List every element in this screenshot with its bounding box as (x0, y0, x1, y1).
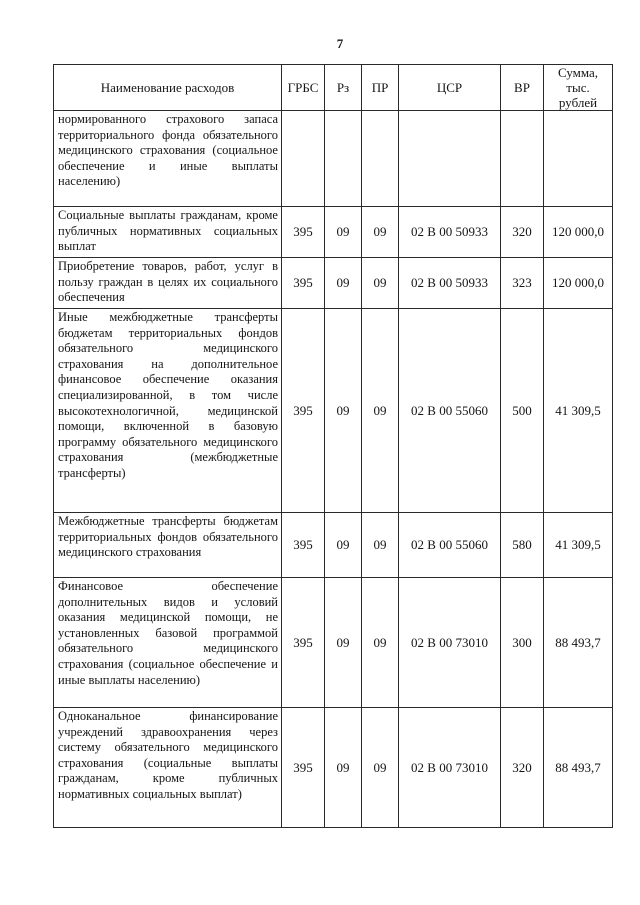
row-pr: 09 (362, 708, 399, 828)
row-vr: 323 (501, 258, 544, 309)
page-number: 7 (336, 36, 344, 51)
row-name: Социальные выплаты гражданам, кроме публичных нормативных социальных выплат (54, 207, 282, 258)
row-name: Приобретение товаров, работ, услуг в пользу граждан в целях их социального обеспечения (54, 258, 282, 309)
row-sum: 120 000,0 (544, 258, 613, 309)
table-row (54, 513, 613, 578)
row-sum: 120 000,0 (544, 207, 613, 258)
row-grbs: 395 (282, 708, 325, 828)
row-vr: 300 (501, 578, 544, 708)
table-header-row (54, 65, 613, 111)
row-csr: 02 В 00 55060 (399, 513, 501, 578)
row-vr (501, 111, 544, 207)
row-csr: 02 В 00 50933 (399, 207, 501, 258)
header-pr: ПР (362, 65, 399, 111)
row-name: Иные межбюджетные трансферты бюджетам территориальных фондов обязательного медицинского страхования на дополнительное финансовое обеспечение оказания специализированной, в том числе высокотехнологичной, медицинской помощи, включенной в базовую программу обязательного медицинского страхования (межбюджетные трансферты) (54, 309, 282, 513)
row-csr (399, 111, 501, 207)
row-csr: 02 В 00 73010 (399, 708, 501, 828)
row-rz: 09 (325, 258, 362, 309)
row-sum: 41 309,5 (544, 513, 613, 578)
row-pr: 09 (362, 578, 399, 708)
row-grbs: 395 (282, 258, 325, 309)
row-grbs: 395 (282, 578, 325, 708)
row-name: Межбюджетные трансферты бюджетам территориальных фондов обязательного медицинского страхования (54, 513, 282, 578)
header-sum-line1: Сумма, (557, 65, 599, 80)
row-pr: 09 (362, 258, 399, 309)
row-vr: 580 (501, 513, 544, 578)
row-pr (362, 111, 399, 207)
row-rz: 09 (325, 207, 362, 258)
row-grbs: 395 (282, 309, 325, 513)
row-pr: 09 (362, 309, 399, 513)
table-row (54, 708, 613, 828)
row-csr: 02 В 00 73010 (399, 578, 501, 708)
budget-table (53, 64, 613, 828)
row-csr: 02 В 00 55060 (399, 309, 501, 513)
table-row (54, 111, 613, 207)
row-csr: 02 В 00 50933 (399, 258, 501, 309)
row-vr: 500 (501, 309, 544, 513)
row-pr: 09 (362, 207, 399, 258)
header-rz: Рз (325, 65, 362, 111)
header-vr: ВР (501, 65, 544, 111)
header-csr: ЦСР (399, 65, 501, 111)
row-grbs (282, 111, 325, 207)
header-sum (544, 65, 613, 111)
row-grbs: 395 (282, 513, 325, 578)
row-rz: 09 (325, 309, 362, 513)
table-row (54, 207, 613, 258)
row-rz: 09 (325, 708, 362, 828)
row-sum: 88 493,7 (544, 578, 613, 708)
row-pr: 09 (362, 513, 399, 578)
table-row (54, 309, 613, 513)
row-sum: 41 309,5 (544, 309, 613, 513)
header-sum-line2: тыс. рублей (558, 80, 598, 110)
row-name: нормированного страхового запаса территориального фонда обязательного медицинского страхования (социальное обеспечение и иные выплаты населению) (54, 111, 282, 207)
row-vr: 320 (501, 708, 544, 828)
row-rz (325, 111, 362, 207)
table-row (54, 258, 613, 309)
row-grbs: 395 (282, 207, 325, 258)
row-sum (544, 111, 613, 207)
row-rz: 09 (325, 578, 362, 708)
row-vr: 320 (501, 207, 544, 258)
row-sum: 88 493,7 (544, 708, 613, 828)
row-rz: 09 (325, 513, 362, 578)
row-name: Финансовое обеспечение дополнительных видов и условий оказания медицинской помощи, не установленных базовой программой обязательного медицинского страхования (социальное обеспечение и иные выплаты населению) (54, 578, 282, 708)
header-name: Наименование расходов (54, 65, 282, 111)
header-grbs: ГРБС (282, 65, 325, 111)
row-name: Одноканальное финансирование учреждений здравоохранения через систему обязательного медицинского страхования (социальные выплаты гражданам, кроме публичных нормативных социальных выплат) (54, 708, 282, 828)
table-row (54, 578, 613, 708)
